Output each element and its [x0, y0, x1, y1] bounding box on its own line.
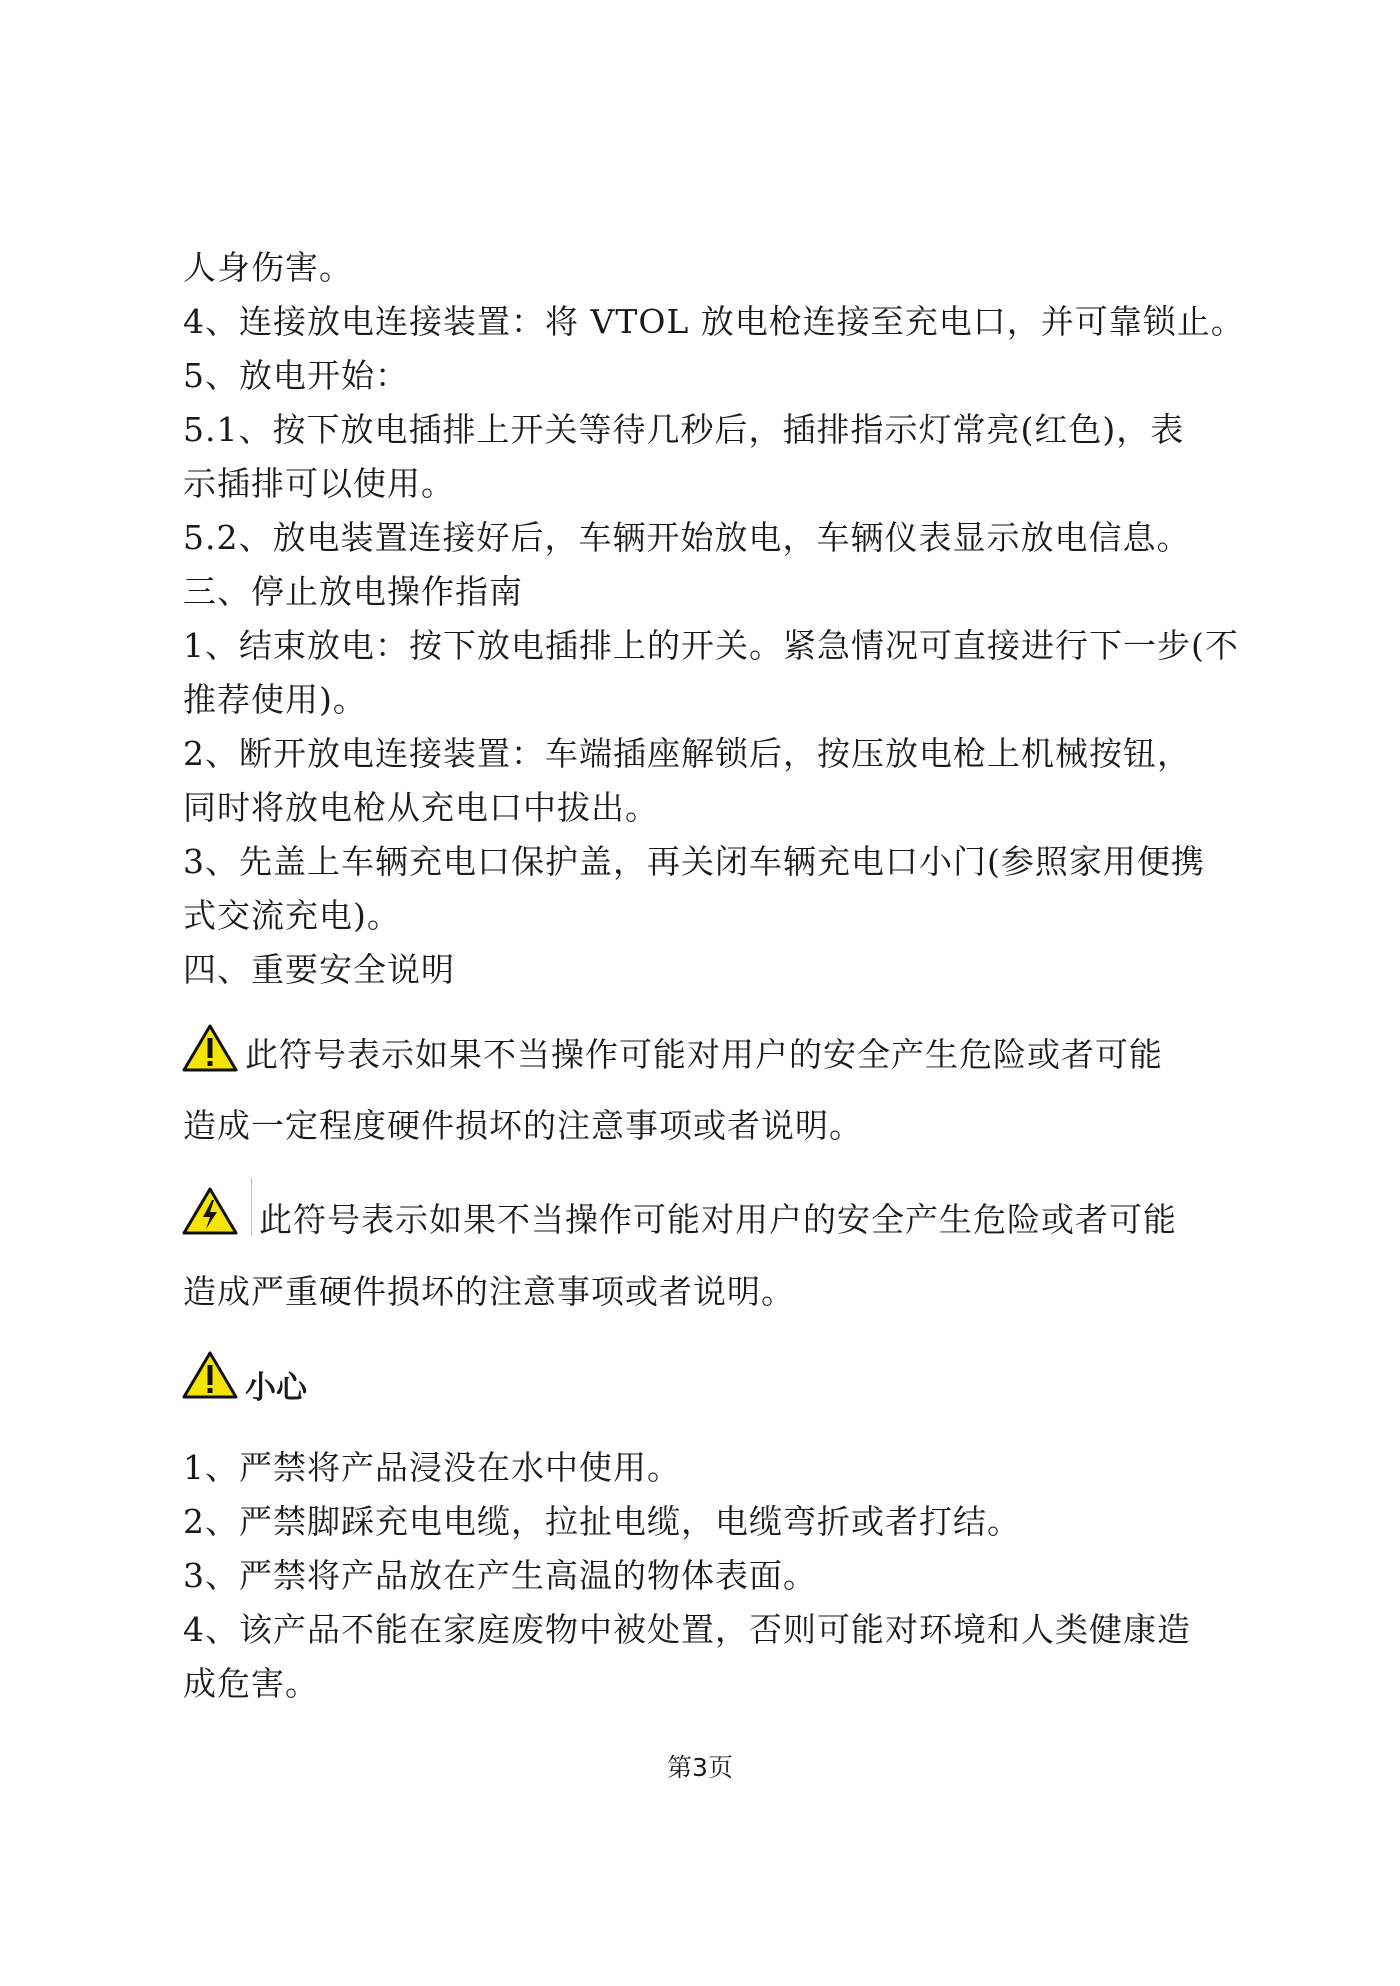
caution-item: 成危害。	[183, 1664, 319, 1703]
text-line: 4、连接放电连接装置：将 VTOL 放电枪连接至充电口，并可靠锁止。	[183, 302, 1245, 341]
caution-heading	[181, 1350, 1261, 1412]
warning-text-continued: 造成一定程度硬件损坏的注意事项或者说明。	[183, 1106, 863, 1145]
text-line: 同时将放电枪从充电口中拔出。	[183, 788, 659, 827]
warning-text: 此符号表示如果不当操作可能对用户的安全产生危险或者可能	[259, 1200, 1177, 1239]
text-line: 5.2、放电装置连接好后，车辆开始放电，车辆仪表显示放电信息。	[183, 518, 1191, 557]
caution-item: 1、严禁将产品浸没在水中使用。	[183, 1448, 681, 1487]
warning-note-high-voltage	[181, 1182, 1261, 1244]
text-line: 5、放电开始：	[183, 356, 409, 395]
text-line: 示插排可以使用。	[183, 464, 455, 503]
section-heading: 四、重要安全说明	[183, 950, 455, 989]
caution-item: 4、该产品不能在家庭废物中被处置，否则可能对环境和人类健康造	[183, 1610, 1191, 1649]
warning-note-general	[181, 1023, 1261, 1085]
page-number: 第3页	[667, 1753, 733, 1782]
warning-text: 此符号表示如果不当操作可能对用户的安全产生危险或者可能	[245, 1035, 1163, 1074]
warning-triangle-icon	[181, 1023, 239, 1073]
text-line: 1、结束放电：按下放电插排上的开关。紧急情况可直接进行下一步(不	[183, 626, 1239, 665]
warning-text-continued: 造成严重硬件损坏的注意事项或者说明。	[183, 1272, 795, 1311]
caution-item: 3、严禁将产品放在产生高温的物体表面。	[183, 1556, 817, 1595]
caution-item: 2、严禁脚踩充电电缆，拉扯电缆，电缆弯折或者打结。	[183, 1502, 1021, 1541]
high-voltage-triangle-icon	[181, 1186, 239, 1236]
text-line: 5.1、按下放电插排上开关等待几秒后，插排指示灯常亮(红色)，表	[183, 410, 1185, 449]
text-line: 2、断开放电连接装置：车端插座解锁后，按压放电枪上机械按钮，	[183, 734, 1191, 773]
section-heading: 三、停止放电操作指南	[183, 572, 523, 611]
divider	[251, 1178, 252, 1236]
warning-triangle-icon	[181, 1350, 239, 1400]
text-line: 推荐使用)。	[183, 680, 367, 719]
text-line: 人身伤害。	[183, 248, 353, 287]
text-line: 式交流充电)。	[183, 896, 401, 935]
caution-label: 小心	[245, 1370, 307, 1406]
text-line: 3、先盖上车辆充电口保护盖，再关闭车辆充电口小门(参照家用便携	[183, 842, 1205, 881]
